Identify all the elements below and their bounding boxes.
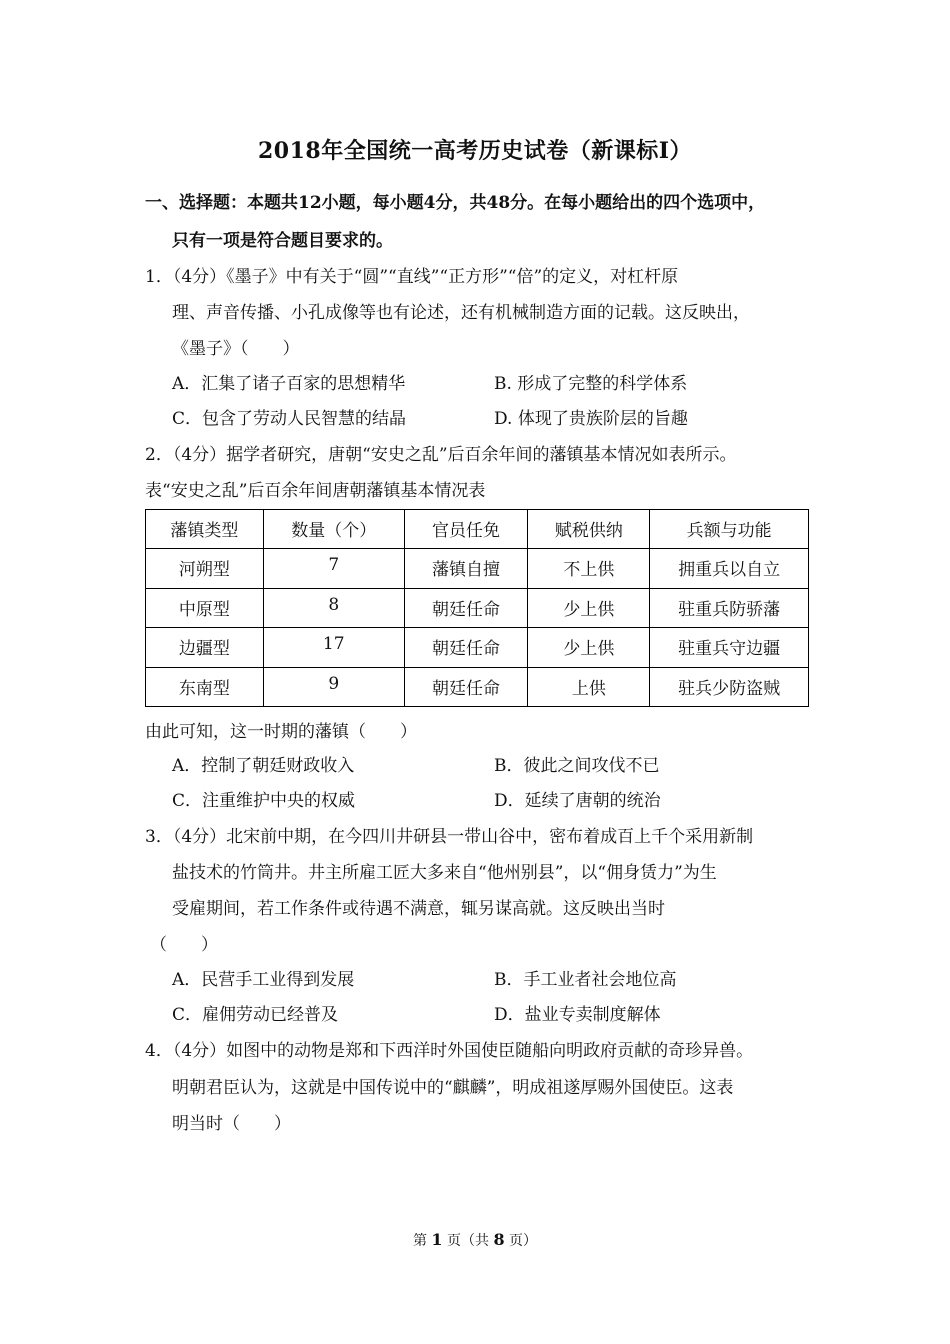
table-cell: 驻重兵防骄藩	[650, 588, 809, 627]
footer-prefix: 第	[412, 1233, 427, 1249]
footer-total-pages: 8	[493, 1230, 505, 1249]
footer-middle: 页（共	[447, 1233, 489, 1249]
table-cell: 藩镇自擅	[404, 549, 528, 588]
table-cell: 9	[263, 667, 404, 706]
table-cell: 驻重兵守边疆	[650, 628, 809, 667]
q3-option-a[interactable]: A．民营手工业得到发展	[172, 970, 355, 990]
q3-option-c[interactable]: C．雇佣劳动已经普及	[172, 1005, 339, 1025]
q3-option-d[interactable]: D．盐业专卖制度解体	[494, 1005, 661, 1025]
table-header-cell: 兵额与功能	[650, 510, 809, 549]
table-header-cell: 官员任免	[404, 510, 528, 549]
q2-option-b[interactable]: B．彼此之间攻伐不已	[494, 756, 660, 776]
q3-line3: 受雇期间，若工作条件或待遇不满意，辄另谋高就。这反映出当时	[172, 899, 665, 919]
table-cell: 17	[263, 628, 404, 667]
q3-option-b[interactable]: B．手工业者社会地位高	[494, 970, 677, 990]
footer-suffix: 页）	[509, 1233, 538, 1249]
table-cell: 少上供	[528, 628, 650, 667]
table-header-cell: 赋税供纳	[528, 510, 650, 549]
table-cell: 东南型	[146, 667, 264, 706]
q2-stem-after-table: 由此可知，这一时期的藩镇（ ）	[145, 722, 417, 742]
table-cell: 朝廷任命	[404, 588, 528, 627]
table-row	[146, 628, 809, 667]
q4-line1: 4．（4分）如图中的动物是郑和下西洋时外国使臣随船向明政府贡献的奇珍异兽。	[145, 1041, 754, 1061]
table-header-cell: 数量（个）	[263, 510, 404, 549]
q2-option-a[interactable]: A．控制了朝廷财政收入	[172, 756, 355, 776]
table-cell: 8	[263, 588, 404, 627]
q2-table-caption: 表“安史之乱”后百余年间唐朝藩镇基本情况表	[145, 481, 486, 501]
table-cell: 拥重兵以自立	[650, 549, 809, 588]
q2-line1: 2．（4分）据学者研究，唐朝“安史之乱”后百余年间的藩镇基本情况如表所示。	[145, 445, 737, 465]
table-cell: 边疆型	[146, 628, 264, 667]
section-heading-line2: 只有一项是符合题目要求的。	[172, 231, 393, 251]
table-cell: 河朔型	[146, 549, 264, 588]
table-cell: 少上供	[528, 588, 650, 627]
q4-line2: 明朝君臣认为，这就是中国传说中的“麒麟”，明成祖遂厚赐外国使臣。这表	[172, 1078, 734, 1098]
q3-line2: 盐技术的竹筒井。井主所雇工匠大多来自“他州别县”，以“佣身赁力”为生	[172, 863, 717, 883]
table-row	[146, 667, 809, 706]
q1-option-b[interactable]: B. 形成了完整的科学体系	[494, 374, 688, 394]
page-footer	[0, 1230, 950, 1250]
footer-page-number: 1	[431, 1230, 443, 1249]
table-cell: 上供	[528, 667, 650, 706]
q3-line1: 3．（4分）北宋前中期，在今四川井研县一带山谷中，密布着成百上千个采用新制	[145, 827, 754, 847]
q2-option-c[interactable]: C．注重维护中央的权威	[172, 791, 356, 811]
table-cell: 不上供	[528, 549, 650, 588]
table-cell: 中原型	[146, 588, 264, 627]
table-row	[146, 549, 809, 588]
q1-line1: 1．（4分）《墨子》中有关于“圆”“直线”“正方形”“倍”的定义，对杠杆原	[145, 267, 679, 287]
q1-line3: 《墨子》（ ）	[172, 339, 300, 359]
q1-option-a[interactable]: A．汇集了诸子百家的思想精华	[172, 374, 406, 394]
table-cell: 7	[263, 549, 404, 588]
table-header-row	[146, 510, 809, 549]
q1-option-c[interactable]: C．包含了劳动人民智慧的结晶	[172, 409, 407, 429]
page-title: 2018年全国统一高考历史试卷（新课标Ⅰ）	[257, 138, 693, 164]
table-cell: 朝廷任命	[404, 628, 528, 667]
q4-line3: 明当时（ ）	[172, 1114, 291, 1134]
q2-option-d[interactable]: D．延续了唐朝的统治	[494, 791, 661, 811]
q1-option-d[interactable]: D. 体现了贵族阶层的旨趣	[494, 409, 688, 429]
section-heading-line1: 一、选择题：本题共12小题，每小题4分，共48分。在每小题给出的四个选项中，	[145, 193, 766, 213]
table-cell: 朝廷任命	[404, 667, 528, 706]
table-header-cell: 藩镇类型	[146, 510, 264, 549]
q1-line2: 理、声音传播、小孔成像等也有论述，还有机械制造方面的记载。这反映出，	[172, 303, 750, 323]
table-cell: 驻兵少防盗贼	[650, 667, 809, 706]
q3-line4: （ ）	[150, 935, 218, 955]
fanzhen-table	[145, 509, 809, 707]
table-row	[146, 588, 809, 627]
